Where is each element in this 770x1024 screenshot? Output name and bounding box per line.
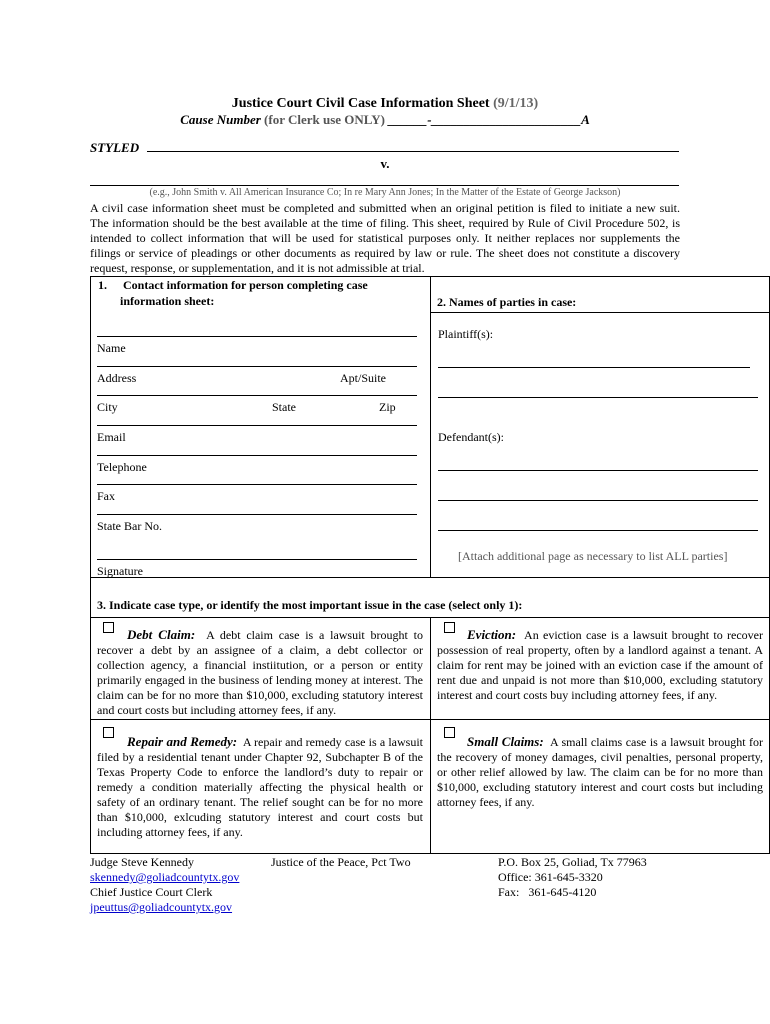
city-label: City bbox=[97, 400, 118, 414]
fax-label: Fax bbox=[97, 489, 115, 503]
intro-paragraph: A civil case information sheet must be completed and submitted when an original petition is filed to initiate a new suit. The information should be the best available at the time of filing. This sheet, required by Rule of Civil Procedure 502, is intended to collect information that will be used for statistical purposes only. It neither replaces nor supplements the filings or service of pleadings or other documents as required by law or rule. The sheet does not constitute a discovery request, response, or supplementation, and it is not admissible at trial. bbox=[90, 201, 680, 275]
case-number bbox=[0, 112, 770, 128]
attach-note: [Attach additional page as necessary to list ALL parties] bbox=[458, 549, 728, 563]
email-input[interactable] bbox=[97, 425, 417, 426]
city-state-zip-input[interactable] bbox=[97, 395, 417, 396]
apt-label: Apt/Suite bbox=[340, 371, 387, 385]
styled-label: STYLED bbox=[90, 140, 140, 155]
repair-remedy-text: A repair and remedy case is a lawsuit filed by a residential tenant under Chapter 92, Subchapter B of the Texas Property Code to enforce the landlord’s duty to repair or remedy a condition materially affecting the physical health or safety of an ordinary tenant. The relief sought can be for no more than $10,000, exlcuding statutory interest and court costs but including attorney fees, if any. bbox=[97, 735, 424, 839]
section1-title-line1: Contact information for person completing case bbox=[123, 278, 368, 292]
page-title bbox=[0, 96, 770, 112]
zip-label: Zip bbox=[379, 400, 396, 414]
state-bar-label: State Bar No. bbox=[97, 519, 162, 533]
styled-line-1[interactable] bbox=[147, 151, 679, 152]
section2-title: 2. Names of parties in case: bbox=[437, 295, 577, 309]
fax-input[interactable] bbox=[97, 484, 417, 485]
title-date: (9/1/13) bbox=[493, 96, 539, 111]
footer-clerk-email[interactable]: jpeuttus@goliadcountytx.gov bbox=[90, 900, 233, 914]
case-number-field[interactable]: ______-_______________________A bbox=[388, 112, 590, 127]
email-label: Email bbox=[97, 430, 126, 444]
small-claims-text: A small claims case is a lawsuit brought for the recovery of money damages, civil penalties, personal property, or other relief allowed by law. The claim can be for no more than $10,000, excluding statutory interest and court costs but including attorney fees, if any. bbox=[437, 735, 763, 809]
defendants-label: Defendant(s): bbox=[438, 430, 504, 444]
small-claims-option bbox=[437, 734, 763, 810]
section-divider bbox=[430, 276, 431, 578]
defendant-input-1[interactable] bbox=[438, 470, 758, 471]
title-text: Justice Court Civil Case Information Sheet bbox=[231, 96, 490, 111]
state-label: State bbox=[272, 400, 296, 414]
case-number-clerk-note: (for Clerk use ONLY) bbox=[264, 112, 385, 127]
footer-address: P.O. Box 25, Goliad, Tx 77963 bbox=[498, 855, 647, 869]
address-input[interactable] bbox=[97, 366, 417, 367]
section2-header-rule bbox=[430, 312, 770, 313]
footer-office-phone: Office: 361-645-3320 bbox=[498, 870, 603, 884]
repair-remedy-option bbox=[97, 734, 423, 840]
section1-number: 1. bbox=[98, 278, 107, 292]
defendant-input-2[interactable] bbox=[438, 500, 758, 501]
eviction-text: An eviction case is a lawsuit brought to recover possession of real property, often by a landlord against a tenant. A claim for rent may be joined with an eviction case if the amount of rent due and unpaid is not more than $10,000, excluding statutory interest and court costs buy including attorney fees, if any. bbox=[437, 628, 763, 702]
small-claims-heading: Small Claims: bbox=[467, 734, 544, 749]
signature-input[interactable] bbox=[97, 559, 417, 560]
footer-fax: Fax: 361-645-4120 bbox=[498, 885, 597, 899]
eviction-heading: Eviction: bbox=[467, 627, 517, 642]
versus-label: v. bbox=[380, 156, 390, 171]
debt-claim-text: A debt claim case is a lawsuit brought to recover a debt by an assignee of a claim, a debt collector or collection agency, a financial instiitution, or a person or entity primarily engaged in the business of lending money at interest. The claim can be for no more than $10,000, excluding statutory interest and court costs but including attorney fees, if any. bbox=[97, 628, 424, 717]
footer-judge: Judge Steve Kennedy bbox=[90, 855, 194, 869]
debt-claim-option bbox=[97, 627, 423, 718]
section1-title-line2: information sheet: bbox=[120, 294, 215, 308]
case-type-row-rule bbox=[90, 719, 770, 720]
signature-label: Signature bbox=[97, 564, 143, 578]
plaintiffs-label: Plaintiff(s): bbox=[438, 327, 494, 341]
debt-claim-heading: Debt Claim: bbox=[127, 627, 196, 642]
address-label: Address bbox=[97, 371, 137, 385]
section3-title: 3. Indicate case type, or identify the most important issue in the case (select only 1): bbox=[97, 598, 523, 612]
eviction-option bbox=[437, 627, 763, 703]
defendant-input-3[interactable] bbox=[438, 530, 758, 531]
name-label: Name bbox=[97, 341, 126, 355]
example-note: (e.g., John Smith v. All American Insurance Co; In re Mary Ann Jones; In the Matter of the Estate of George Jackson) bbox=[149, 187, 621, 198]
telephone-input[interactable] bbox=[97, 455, 417, 456]
case-type-divider bbox=[430, 617, 431, 854]
state-bar-input[interactable] bbox=[97, 514, 417, 515]
repair-remedy-heading: Repair and Remedy: bbox=[127, 734, 238, 749]
name-input[interactable] bbox=[97, 336, 417, 337]
styled-line-2[interactable] bbox=[90, 185, 679, 186]
plaintiff-input-2[interactable] bbox=[438, 397, 758, 398]
case-number-label: Cause Number bbox=[180, 112, 261, 127]
telephone-label: Telephone bbox=[97, 460, 147, 474]
footer-clerk: Chief Justice Court Clerk bbox=[90, 885, 213, 899]
footer-court: Justice of the Peace, Pct Two bbox=[271, 855, 411, 869]
footer-judge-email[interactable]: skennedy@goliadcountytx.gov bbox=[90, 870, 240, 884]
plaintiff-input-1[interactable] bbox=[438, 367, 750, 368]
